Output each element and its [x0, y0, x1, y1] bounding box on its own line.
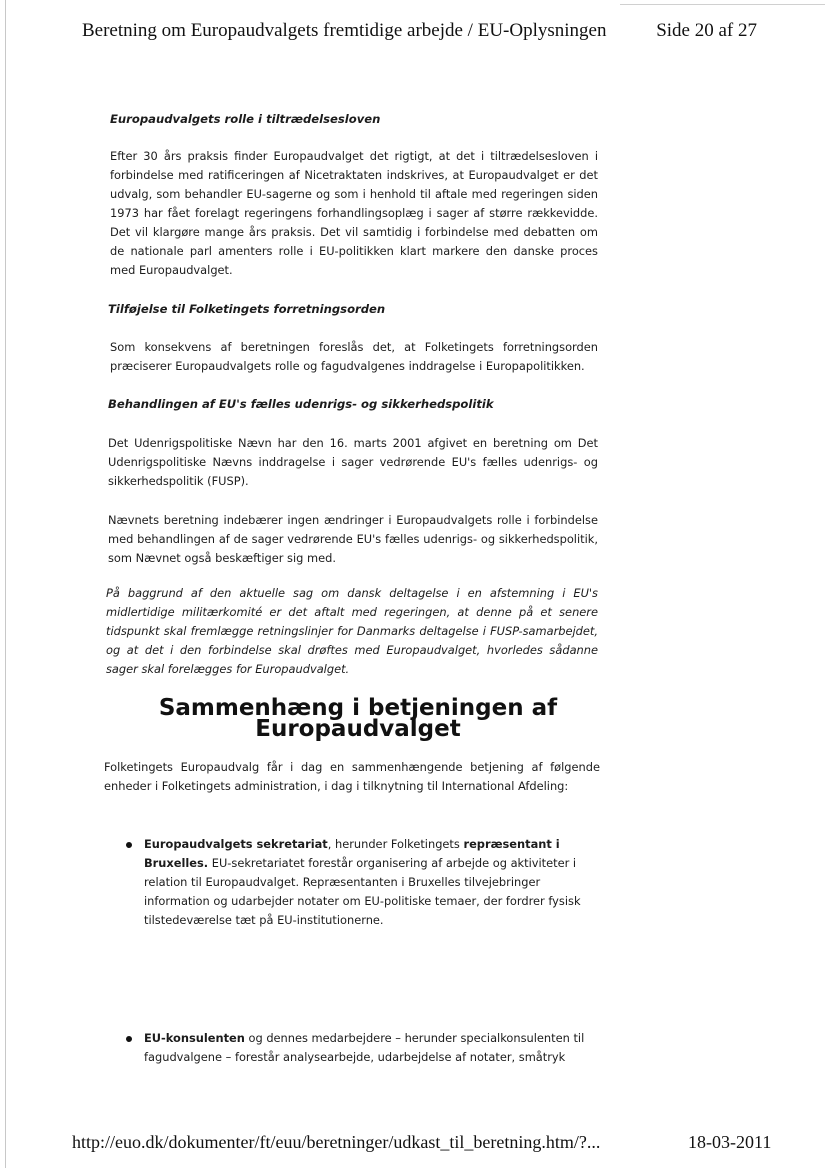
paragraph-tiltraedelsesloven: Efter 30 års praksis finder Europaudvalget det rigtigt, at det i tiltrædelsesloven i forbindelse med ratificeringen af Nicetraktaten indskrives, at Europaudvalget er det udvalg, som behandler EU-sagerne og som i henhold til aftale med regeringen siden 1973 har fået forelagt regeringens forhandlingsoplæg i sager af større rækkevidde. Det vil klargøre mange års praksis. Det vil samtidig i forbindelse med debatten om de nationale parl amenters rolle i EU-politikken klart markere den danske proces med Europaudvalget. — [110, 149, 598, 277]
bullet-bold-eu-konsulenten: EU-konsulenten — [144, 1031, 245, 1045]
section-heading-tiltraedelsesloven: Europaudvalgets rolle i tiltrædelsesloven — [110, 112, 381, 126]
bullet-text: , herunder Folketingets — [327, 837, 464, 851]
bullet-bold-repraesentant: repræsentant i Bruxelles. — [144, 837, 560, 870]
list-item — [126, 835, 596, 930]
footer-date: 18-03-2011 — [688, 1132, 772, 1152]
paragraph-betjening-intro: Folketingets Europaudvalg får i dag en sammenhængende betjening af følgende enheder i Folketingets administration, i dag i tilknytning til International Afdeling: — [104, 760, 600, 793]
bullet-text: og dennes medarbejdere – herunder specialkonsulenten til fagudvalgene – forestår analysearbejde, udarbejdelse af notater, småtryk — [144, 1031, 585, 1064]
paragraph-forretningsorden: Som konsekvens af beretningen foreslås det, at Folketingets forretningsorden præciserer Europaudvalgets rolle og fagudvalgenes inddragelse i Europapolitikken. — [110, 340, 598, 373]
paragraph-fusp-naevn: Det Udenrigspolitiske Nævn har den 16. marts 2001 afgivet en beretning om Det Udenrigspolitiske Nævns inddragelse i sager vedrørende EU's fælles udenrigs- og sikkerhedspolitik (FUSP). — [108, 436, 598, 488]
section-heading-forretningsorden: Tilføjelse til Folketingets forretningsorden — [108, 302, 386, 316]
footer-url: http://euo.dk/dokumenter/ft/euu/beretninger/udkast_til_beretning.htm/?... — [72, 1132, 601, 1152]
section-heading-fusp: Behandlingen af EU's fælles udenrigs- og sikkerhedspolitik — [108, 397, 494, 411]
main-heading: Sammenhæng i betjeningen af Europaudvalget — [158, 695, 558, 742]
list-item — [126, 1029, 614, 1067]
paragraph-militaerkomite-italic: På baggrund af den aktuelle sag om dansk deltagelse i en afstemning i EU's midlertidige militærkomité er det aftalt med regeringen, at denne på et senere tidspunkt skal fremlægge retningslinjer for Danmarks deltagelse i FUSP-samarbejdet, og at det i den forbindelse skal drøftes med Europaudvalget, hvorledes sådanne sager skal forelægges for Europaudvalget. — [106, 586, 598, 676]
bullet-text: EU-sekretariatet forestår organisering af arbejde og aktiviteter i relation til Europaudvalget. Repræsentanten i Bruxelles tilvejebringer information og udarbejder notater om EU-politiske temaer, der fordrer fysisk tilstedeværelse tæt på EU-institutionerne. — [144, 856, 581, 927]
paragraph-naevnets-beretning: Nævnets beretning indebærer ingen ændringer i Europaudvalgets rolle i forbindelse med behandlingen af de sager vedrørende EU's fælles udenrigs- og sikkerhedspolitik, som Nævnet også beskæftiger sig med. — [108, 513, 598, 565]
header-title: Beretning om Europaudvalgets fremtidige arbejde / EU-Oplysningen — [82, 20, 607, 41]
bullet-bold-sekretariat: Europaudvalgets sekretariat — [144, 837, 328, 851]
page-number: Side 20 af 27 — [656, 20, 757, 41]
page-edge-line — [5, 0, 6, 1168]
top-edge-line — [620, 4, 825, 5]
